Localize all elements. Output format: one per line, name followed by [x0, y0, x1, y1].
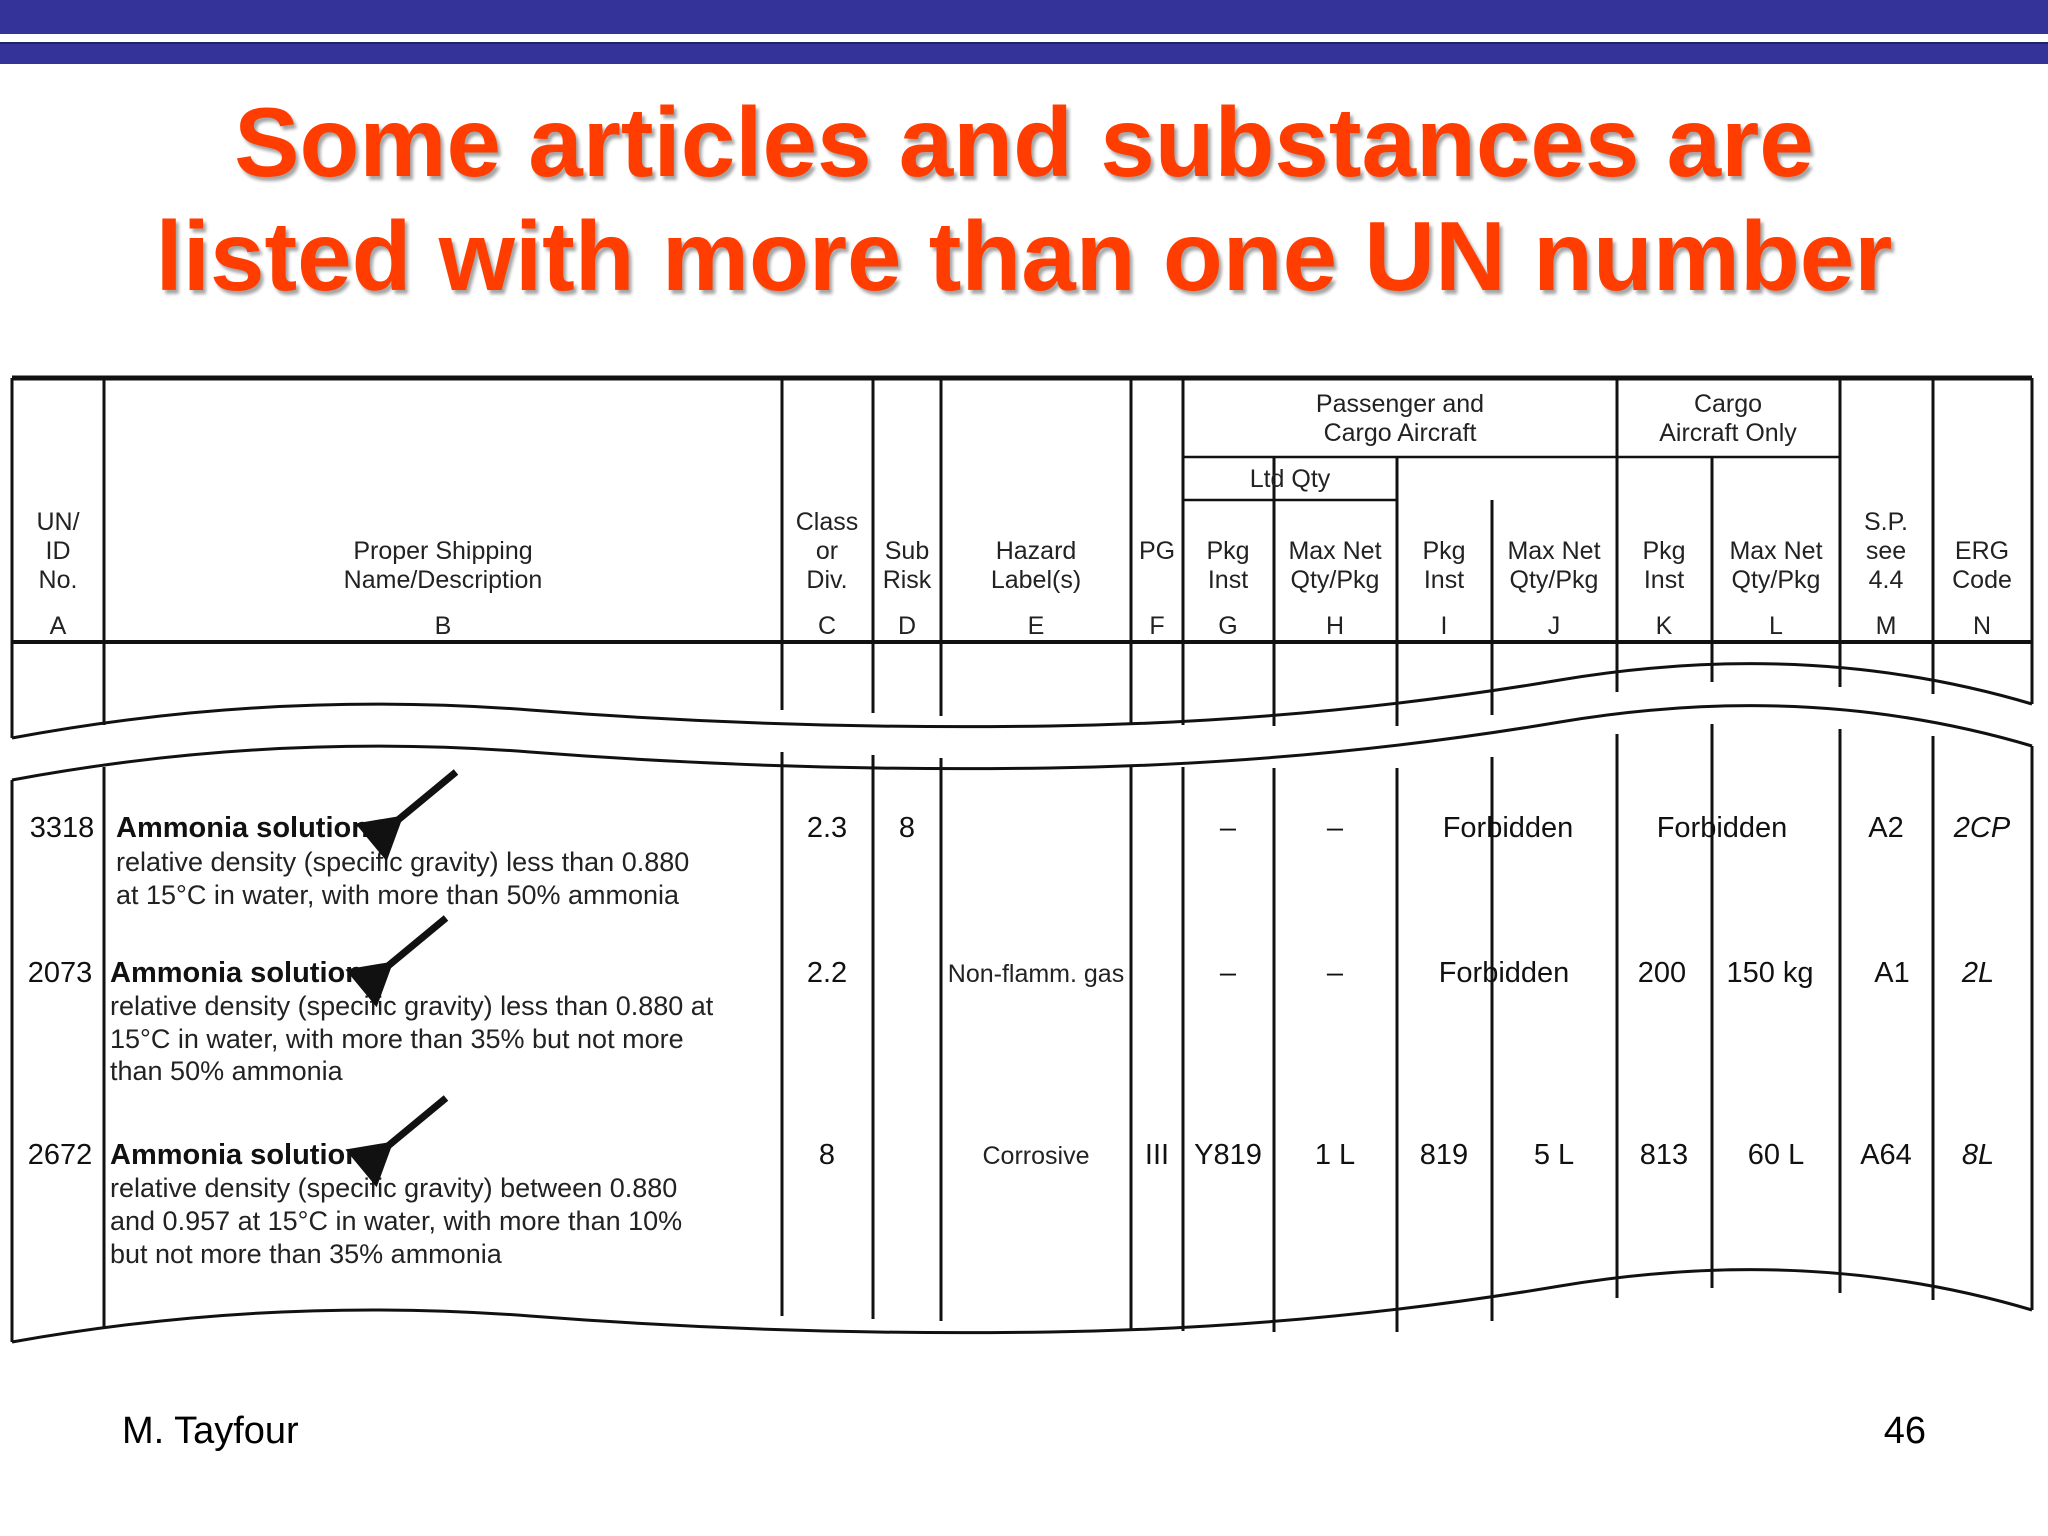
col-header-B-line-1: Proper Shipping — [353, 537, 533, 565]
pointer-arrow-icon — [388, 1098, 446, 1146]
col-header-L-line-2: Qty/Pkg — [1731, 566, 1821, 594]
row-description-line: relative density (specific gravity) less than 0.880 — [116, 847, 690, 877]
row-proper-shipping-name: Ammonia solution — [110, 957, 363, 989]
col-header-M-line-2: see — [1865, 537, 1907, 565]
col-header-E-line-1: Hazard — [995, 537, 1077, 565]
row-sub-risk: 8 — [898, 812, 916, 844]
row-class-div: 8 — [818, 1139, 836, 1171]
slide-title-line-1: Some articles and substances are — [234, 87, 1814, 197]
row-cargo-pkg-inst: 813 — [1639, 1139, 1689, 1171]
row-cargo-forbidden: Forbidden — [1656, 812, 1788, 844]
row-passenger-pkg-inst: 819 — [1419, 1139, 1469, 1171]
col-header-A-line-1: UN/ — [36, 508, 80, 536]
slide-title-line-2: listed with more than one UN number — [155, 201, 1893, 311]
row-ltd-pkg-inst: – — [1219, 812, 1237, 844]
col-letter-G: G — [1218, 612, 1238, 640]
wave-bottom-border — [12, 1270, 2032, 1342]
col-header-C-line-3: Div. — [806, 566, 848, 594]
col-letter-K: K — [1655, 612, 1673, 640]
row-special-provision: A2 — [1868, 812, 1904, 844]
row-un-id: 3318 — [29, 812, 95, 844]
col-letter-J: J — [1547, 612, 1561, 640]
col-header-E-line-2: Label(s) — [990, 566, 1082, 594]
col-header-D-line-1: Sub — [884, 537, 930, 565]
row-description-line: at 15°C in water, with more than 50% ammonia — [116, 880, 680, 910]
col-header-L-line-1: Max Net — [1729, 537, 1823, 565]
wave-break-lower — [12, 706, 2032, 780]
col-header-D-line-2: Risk — [882, 566, 932, 594]
row-cargo-pkg-inst: 200 — [1637, 957, 1687, 989]
col-letter-D: D — [897, 612, 917, 640]
col-letter-I: I — [1440, 612, 1448, 640]
pointer-arrow-icon — [388, 918, 446, 966]
row-passenger-max-net: 5 L — [1533, 1139, 1575, 1171]
table-row — [30, 772, 2011, 910]
row-proper-shipping-name: Ammonia solution — [116, 812, 369, 844]
row-special-provision: A64 — [1860, 1139, 1912, 1171]
row-class-div: 2.3 — [806, 812, 848, 844]
row-hazard-label: Corrosive — [982, 1142, 1090, 1170]
col-header-G-line-1: Pkg — [1206, 537, 1250, 565]
group-header-passenger-line-1: Passenger and — [1315, 390, 1485, 418]
col-letter-F: F — [1149, 612, 1165, 640]
footer-author: M. Tayfour — [122, 1410, 299, 1452]
row-ltd-max-net: – — [1326, 957, 1344, 989]
col-header-F-line-1: PG — [1138, 537, 1176, 565]
row-un-id: 2073 — [27, 957, 93, 989]
col-header-G-line-2: Inst — [1207, 566, 1249, 594]
col-header-J-line-2: Qty/Pkg — [1509, 566, 1599, 594]
col-header-C-line-2: or — [815, 537, 839, 565]
col-header-H-line-2: Qty/Pkg — [1290, 566, 1380, 594]
col-header-A-line-3: No. — [38, 566, 78, 594]
col-header-I-line-1: Pkg — [1422, 537, 1466, 565]
dangerous-goods-list-table — [0, 370, 2048, 1360]
row-cargo-max-net: 60 L — [1747, 1139, 1805, 1171]
row-ltd-pkg-inst: Y819 — [1194, 1139, 1262, 1171]
col-letter-B: B — [434, 612, 452, 640]
col-letter-E: E — [1027, 612, 1045, 640]
row-description-line: than 50% ammonia — [110, 1056, 343, 1086]
row-hazard-label: Non-flamm. gas — [947, 960, 1125, 988]
col-header-M-line-3: 4.4 — [1868, 566, 1904, 594]
col-header-B-line-2: Name/Description — [343, 566, 543, 594]
group-header-cargo-line-2: Aircraft Only — [1659, 419, 1797, 447]
col-header-K-line-2: Inst — [1643, 566, 1685, 594]
col-header-H-line-1: Max Net — [1288, 537, 1382, 565]
wave-break-upper — [12, 664, 2032, 738]
group-header-ltd-qty: Ltd Qty — [1249, 465, 1331, 493]
row-description-line: relative density (specific gravity) less than 0.880 at — [110, 991, 714, 1021]
row-special-provision: A1 — [1874, 957, 1910, 989]
row-packing-group: III — [1144, 1139, 1170, 1171]
col-letter-H: H — [1325, 612, 1345, 640]
column-letters — [50, 612, 1991, 640]
pointer-arrow-icon — [398, 772, 456, 820]
col-header-N-line-2: Code — [1952, 566, 2012, 594]
group-header-cargo-line-1: Cargo — [1693, 390, 1763, 418]
row-passenger-forbidden: Forbidden — [1442, 812, 1574, 844]
col-letter-L: L — [1769, 612, 1783, 640]
col-letter-M: M — [1875, 612, 1897, 640]
row-passenger-forbidden: Forbidden — [1438, 957, 1570, 989]
col-header-C-line-1: Class — [795, 508, 859, 536]
top-accent-band — [0, 0, 2048, 34]
table-row — [28, 918, 1994, 1086]
group-header-passenger-line-2: Cargo Aircraft — [1323, 419, 1477, 447]
row-erg-code: 2CP — [1953, 812, 2011, 844]
col-letter-A: A — [49, 612, 67, 640]
row-description-line: but not more than 35% ammonia — [110, 1239, 502, 1269]
secondary-accent-band — [0, 42, 2048, 64]
row-description-line: relative density (specific gravity) between 0.880 — [110, 1173, 678, 1203]
row-proper-shipping-name: Ammonia solution — [110, 1139, 363, 1171]
col-header-M-line-1: S.P. — [1863, 508, 1909, 536]
slide-title — [0, 85, 2048, 313]
row-un-id: 2672 — [27, 1139, 93, 1171]
row-ltd-max-net: – — [1326, 812, 1344, 844]
footer-page-number: 46 — [1883, 1410, 1926, 1452]
col-letter-N: N — [1972, 612, 1992, 640]
col-header-I-line-2: Inst — [1423, 566, 1465, 594]
col-header-A-line-2: ID — [45, 537, 71, 565]
col-letter-C: C — [817, 612, 837, 640]
row-ltd-pkg-inst: – — [1219, 957, 1237, 989]
table-row — [28, 1098, 1994, 1269]
col-header-N-line-1: ERG — [1954, 537, 2010, 565]
row-erg-code: 8L — [1961, 1139, 1995, 1171]
row-erg-code: 2L — [1961, 957, 1995, 989]
row-description-line: 15°C in water, with more than 35% but not more — [110, 1024, 684, 1054]
col-header-K-line-1: Pkg — [1642, 537, 1686, 565]
top-band-gap — [0, 34, 2048, 42]
row-class-div: 2.2 — [806, 957, 848, 989]
row-description-line: and 0.957 at 15°C in water, with more than 10% — [110, 1206, 683, 1236]
col-header-J-line-1: Max Net — [1507, 537, 1601, 565]
row-ltd-max-net: 1 L — [1314, 1139, 1356, 1171]
row-cargo-max-net: 150 kg — [1726, 957, 1814, 989]
